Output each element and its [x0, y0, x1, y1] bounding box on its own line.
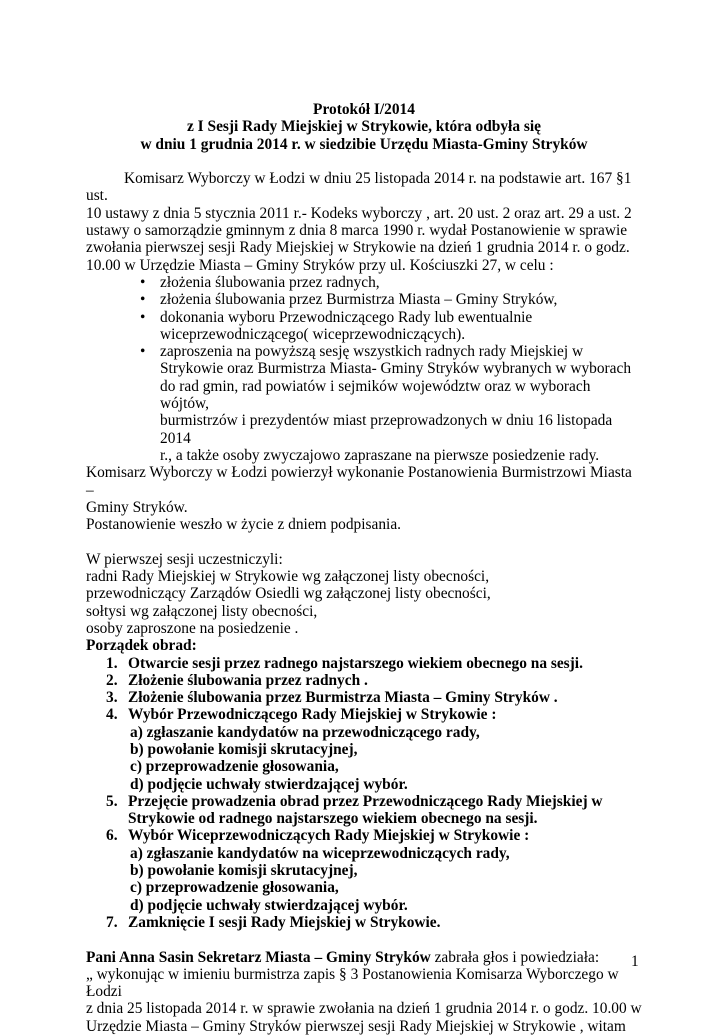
- text-line: Komisarz Wyborczy w Łodzi powierzył wykonanie Postanowienia Burmistrzowi Miasta –: [86, 464, 632, 499]
- text-line: • złożenia ślubowania przez Burmistrza Miasta – Gminy Stryków,: [160, 291, 558, 309]
- text-line: wiceprzewodniczącego( wiceprzewodniczących).: [160, 325, 466, 343]
- text-line: ustawy o samorządzie gminnym z dnia 8 marca 1990 r. wydał Postanowienie w sprawie: [86, 222, 628, 240]
- agenda-item-number: 1.: [106, 654, 118, 672]
- text-line: do rad gmin, rad powiatów i sejmików województw oraz w wyborach wójtów,: [160, 377, 591, 413]
- speech-section: [86, 949, 642, 1035]
- text-line: • złożenia ślubowania przez radnych,: [160, 273, 380, 291]
- agenda-item: [106, 913, 642, 931]
- agenda-item-number: 4.: [106, 706, 118, 724]
- text-line: Strykowie od radnego najstarszego wiekiem obecnego na sesji.: [128, 810, 538, 828]
- text-line: Urzędzie Miasta – Gminy Stryków pierwszej sesji Rady Miejskiej w Strykowie , witam: [86, 1017, 626, 1035]
- agenda-item: [106, 689, 642, 707]
- text-line: 10 ustawy z dnia 5 stycznia 2011 r.- Kodeks wyborczy , art. 20 ust. 2 oraz art. 29 a ust. 2: [86, 204, 632, 222]
- agenda-subitem: c) przeprowadzenie głosowania,: [130, 879, 339, 897]
- purpose-bullet-list: [86, 274, 642, 464]
- text-line: osoby zaproszone na posiedzenie .: [86, 619, 299, 637]
- agenda-subitems: [128, 845, 642, 914]
- agenda-subitem: d) podjęcie uchwały stwierdzającej wybór.: [130, 896, 408, 914]
- text-line: Złożenie ślubowania przez radnych .: [128, 671, 368, 689]
- bullet-item: [160, 343, 642, 464]
- agenda-subitem: a) zgłaszanie kandydatów na wiceprzewodniczących rady,: [130, 844, 510, 862]
- page-number: 1: [631, 953, 639, 970]
- agenda-subitem: b) powołanie komisji skrutacyjnej,: [130, 862, 358, 880]
- protocol-title: Protokół I/2014: [313, 101, 415, 118]
- text-line: Strykowie oraz Burmistrza Miasta- Gminy Stryków wybranych w wyborach: [160, 360, 632, 378]
- agenda-item: [106, 654, 642, 672]
- bullet-item: [160, 291, 642, 308]
- participants-section: [86, 551, 642, 637]
- text-line: „ wykonując w imieniu burmistrza zapis § 3 Postanowienia Komisarza Wyborczego w Łodzi: [86, 965, 619, 1001]
- agenda-item: [106, 827, 642, 914]
- text-line: • dokonania wyboru Przewodniczącego Rady lub ewentualnie: [160, 308, 533, 326]
- text-line: radni Rady Miejskiej w Strykowie wg załączonej listy obecności,: [86, 568, 490, 586]
- text-line: Gminy Stryków.: [86, 498, 188, 516]
- agenda-item-number: 5.: [106, 792, 118, 810]
- text-line: Postanowienie weszło w życie z dniem podpisania.: [86, 516, 401, 534]
- agenda-item-number: 3.: [106, 689, 118, 707]
- agenda-item-number: 2.: [106, 671, 118, 689]
- bullet-item: [160, 309, 642, 344]
- text-line: z dnia 25 listopada 2014 r. w sprawie zwołania na dzień 1 grudnia 2014 r. o godz. 10.00 w: [86, 1000, 642, 1018]
- text-line: Przejęcie prowadzenia obrad przez Przewodniczącego Rady Miejskiej w: [128, 792, 603, 810]
- text-line: sołtysi wg załączonej listy obecności,: [86, 602, 318, 620]
- agenda-item: [106, 706, 642, 793]
- text-line: 10.00 w Urzędzie Miasta – Gminy Stryków przy ul. Kościuszki 27, w celu :: [86, 256, 554, 274]
- agenda-subitem: b) powołanie komisji skrutacyjnej,: [130, 740, 358, 758]
- text-line: zwołania pierwszej sesji Rady Miejskiej w Strykowie na dzień 1 grudnia 2014 r. o godz.: [86, 239, 630, 257]
- agenda-subitem: c) przeprowadzenie głosowania,: [130, 758, 339, 776]
- text-line: r., a także osoby zwyczajowo zapraszane na pierwsze posiedzenie rady.: [160, 446, 600, 464]
- agenda-subitem: d) podjęcie uchwały stwierdzającej wybór.: [130, 775, 408, 793]
- speech-intro: zabrała głos i powiedziała:: [430, 948, 600, 966]
- text-line: Otwarcie sesji przez radnego najstarszego wiekiem obecnego na sesji.: [128, 654, 583, 672]
- agenda-item: [106, 792, 642, 828]
- text-line: Złożenie ślubowania przez Burmistrza Miasta – Gminy Stryków .: [128, 689, 558, 707]
- intro-paragraph: [86, 170, 642, 274]
- text-line: przewodniczący Zarządów Osiedli wg załączonej listy obecności,: [86, 585, 491, 603]
- text-line: W pierwszej sesji uczestniczyli:: [86, 550, 283, 568]
- agenda-item-number: 7.: [106, 913, 118, 931]
- agenda-item: [106, 671, 642, 689]
- agenda-subitem: a) zgłaszanie kandydatów na przewodniczącego rady,: [130, 723, 480, 741]
- agenda-title: Porządek obrad:: [86, 637, 197, 655]
- text-line: Komisarz Wyborczy w Łodzi w dniu 25 listopada 2014 r. na podstawie art. 167 §1 ust.: [86, 170, 632, 205]
- session-date-place: w dniu 1 grudnia 2014 r. w siedzibie Urzędu Miasta-Gminy Stryków: [140, 135, 588, 153]
- protocol-heading: [86, 101, 642, 153]
- document-page: [86, 101, 642, 1035]
- agenda-item-number: 6.: [106, 827, 118, 845]
- text-line: • zaproszenia na powyższą sesję wszystkich radnych rady Miejskiej w: [160, 343, 584, 361]
- delegation-paragraph: [86, 464, 642, 533]
- bullet-item: [160, 274, 642, 291]
- text-line: burmistrzów i prezydentów miast przeprowadzonych w dniu 16 listopada 2014: [160, 412, 613, 447]
- agenda-subitems: [128, 724, 642, 793]
- text-line: [86, 949, 642, 966]
- text-line: Wybór Wiceprzewodniczących Rady Miejskiej w Strykowie :: [128, 827, 530, 845]
- speaker-name: Pani Anna Sasin Sekretarz Miasta – Gminy Stryków: [86, 948, 431, 966]
- session-subtitle: z I Sesji Rady Miejskiej w Strykowie, która odbyła się: [187, 118, 541, 136]
- agenda-list: [86, 655, 642, 932]
- text-line: Wybór Przewodniczącego Rady Miejskiej w Strykowie :: [128, 706, 497, 724]
- text-line: Zamknięcie I sesji Rady Miejskiej w Strykowie.: [128, 913, 441, 931]
